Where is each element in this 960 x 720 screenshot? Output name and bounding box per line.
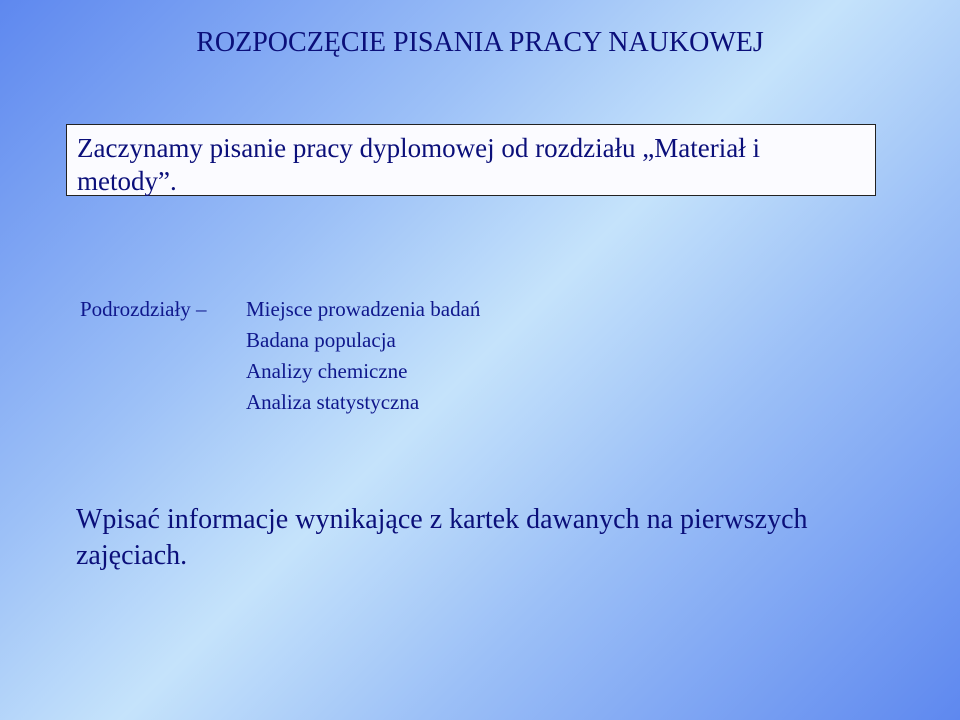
subsection-item: Miejsce prowadzenia badań [246,297,481,321]
intro-line-1: Zaczynamy pisanie pracy dyplomowej od rozdziału „Materiał i [77,133,760,163]
subsection-item: Analiza statystyczna [246,390,420,414]
slide-title: ROZPOCZĘCIE PISANIA PRACY NAUKOWEJ [196,27,764,58]
subsection-item: Badana populacja [246,328,396,352]
subsection-item: Analizy chemiczne [246,359,408,383]
intro-text-box [66,124,876,196]
intro-line-2: metody”. [77,166,177,196]
instruction-note: Wpisać informacje wynikające z kartek dawanych na pierwszych zajęciach. [76,504,808,571]
subsections-label: Podrozdziały – [80,297,207,321]
